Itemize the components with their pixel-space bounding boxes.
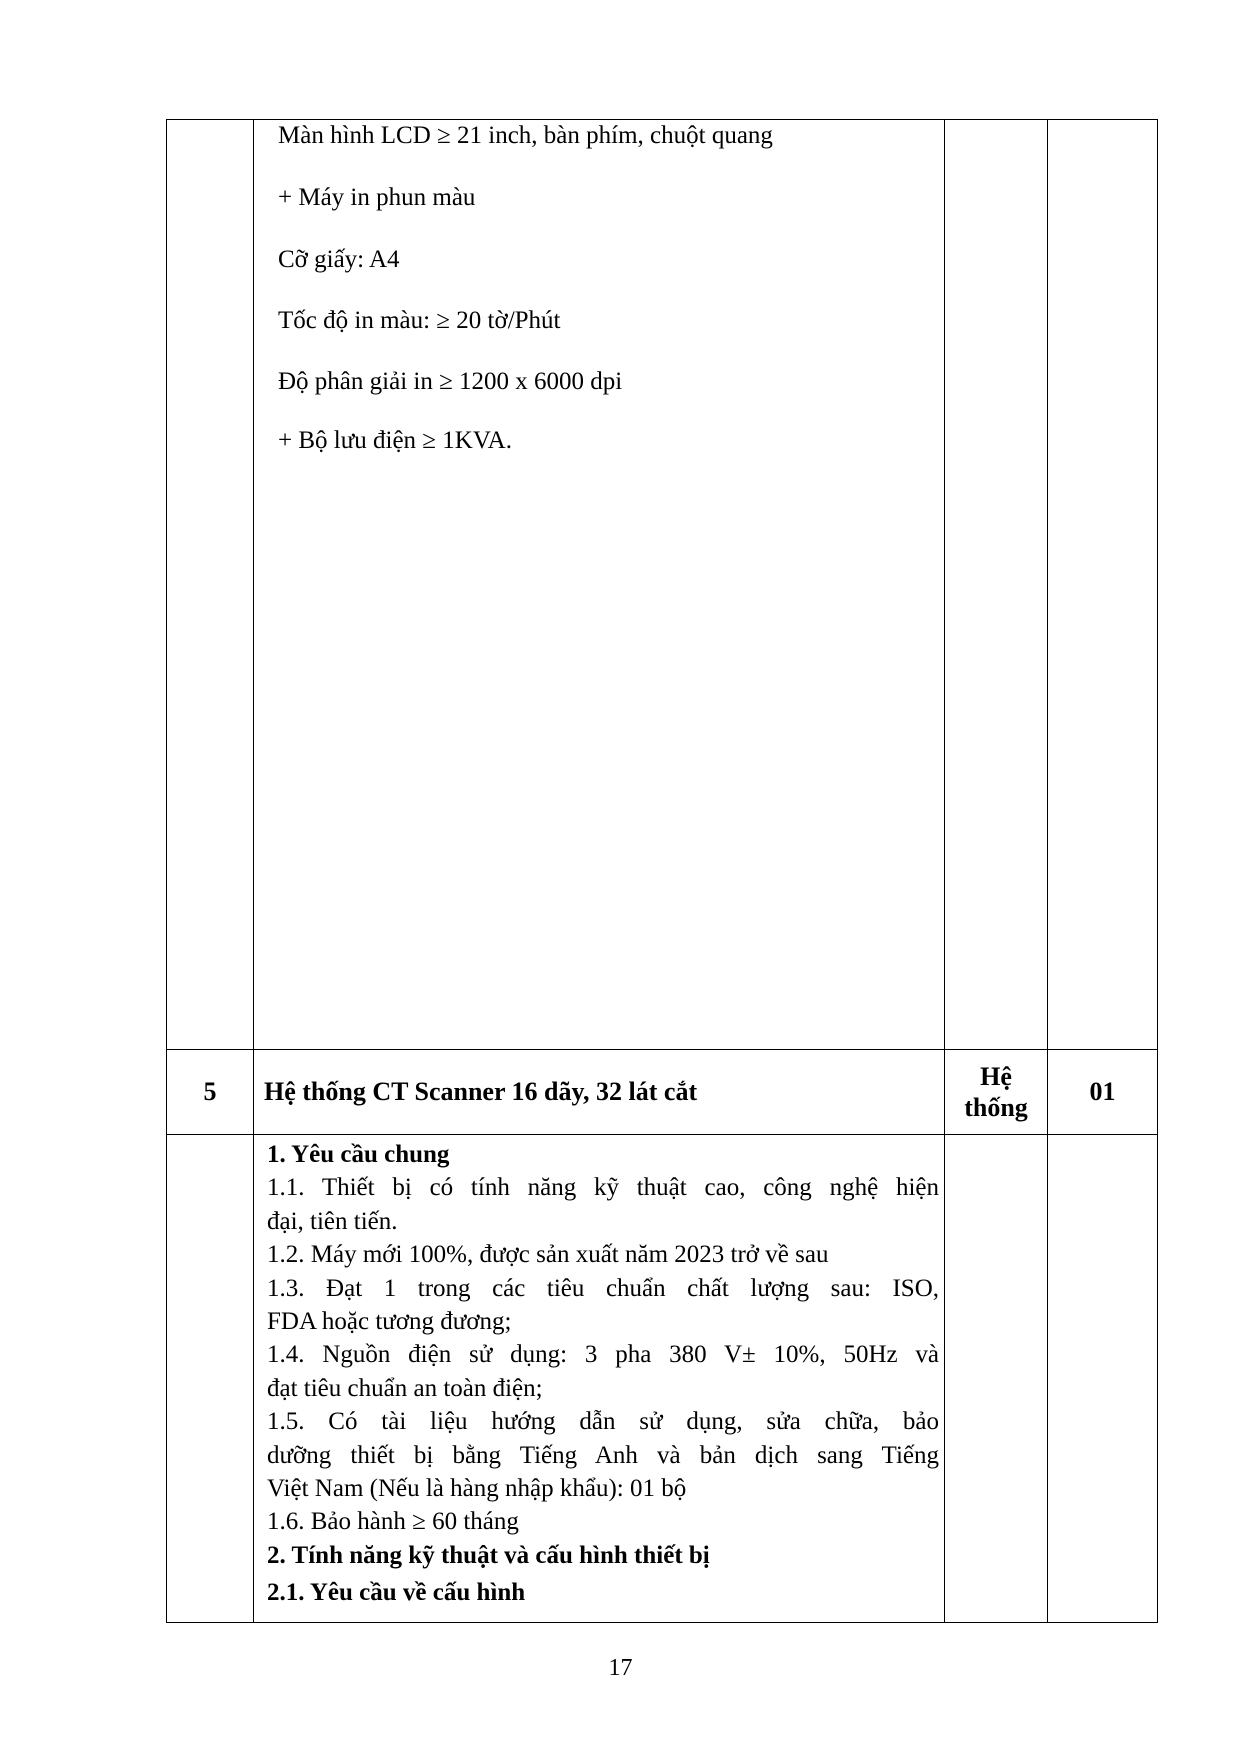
- table-border-left: [166, 119, 167, 1623]
- spec-line: 1.6. Bảo hành ≥ 60 tháng: [267, 1508, 519, 1536]
- spec-line: đại, tiên tiến.: [267, 1207, 398, 1235]
- heading-general-requirements: 1. Yêu cầu chung: [267, 1141, 450, 1168]
- column-divider-1: [253, 119, 254, 1623]
- continuation-line-print-speed: Tốc độ in màu: ≥ 20 tờ/Phút: [278, 307, 561, 334]
- spec-line: dưỡng thiết bị bằng Tiếng Anh và bản dịch sang Tiếng: [267, 1441, 939, 1469]
- page-number: 17: [608, 1655, 633, 1681]
- continuation-line-monitor: Màn hình LCD ≥ 21 inch, bàn phím, chuột quang: [278, 122, 773, 149]
- spec-line: FDA hoặc tương đương;: [267, 1307, 512, 1335]
- item5-stt: 5: [203, 1077, 217, 1106]
- continuation-line-paper-size: Cỡ giấy: A4: [278, 246, 400, 273]
- heading-configuration: 2.1. Yêu cầu về cấu hình: [267, 1579, 526, 1607]
- item5-name: Hệ thống CT Scanner 16 dãy, 32 lát cắt: [264, 1077, 698, 1106]
- spec-line: đạt tiêu chuẩn an toàn điện;: [267, 1374, 543, 1402]
- column-divider-2: [944, 119, 945, 1623]
- item5-qty: 01: [1089, 1077, 1116, 1106]
- spec-section: [267, 1138, 939, 1609]
- item5-unit-line2: thống: [964, 1093, 1028, 1122]
- spec-line: 1.5. Có tài liệu hướng dẫn sử dụng, sửa chữa, bảo: [267, 1408, 939, 1436]
- row-divider-2: [166, 1134, 1158, 1135]
- continuation-line-printer: + Máy in phun màu: [278, 184, 476, 211]
- spec-line: Việt Nam (Nếu là hàng nhập khẩu): 01 bộ: [267, 1474, 687, 1502]
- table-border-bottom: [166, 1622, 1158, 1623]
- spec-line: 1.3. Đạt 1 trong các tiêu chuẩn chất lượng sau: ISO,: [267, 1274, 939, 1302]
- item5-qty-cell: [1048, 1050, 1157, 1134]
- heading-technical-features: 2. Tính năng kỹ thuật và cấu hình thiết bị: [267, 1541, 710, 1569]
- spec-line: 1.4. Nguồn điện sử dụng: 3 pha 380 V± 10%, 50Hz và: [267, 1341, 939, 1369]
- item5-name-cell: [264, 1050, 934, 1134]
- item5-unit-line1: Hệ: [980, 1062, 1012, 1091]
- column-divider-3: [1047, 119, 1048, 1623]
- table-border-right: [1157, 119, 1158, 1623]
- continuation-line-resolution: Độ phân giải in ≥ 1200 x 6000 dpi: [278, 368, 623, 395]
- table-border-top: [166, 119, 1158, 120]
- spec-line: 1.2. Máy mới 100%, được sản xuất năm 2023 trở về sau: [267, 1241, 829, 1269]
- continuation-line-ups: + Bộ lưu điện ≥ 1KVA.: [278, 427, 512, 454]
- spec-line: 1.1. Thiết bị có tính năng kỹ thuật cao, công nghệ hiện: [267, 1174, 939, 1202]
- item5-unit-cell: [945, 1050, 1047, 1134]
- item5-stt-cell: [167, 1050, 253, 1134]
